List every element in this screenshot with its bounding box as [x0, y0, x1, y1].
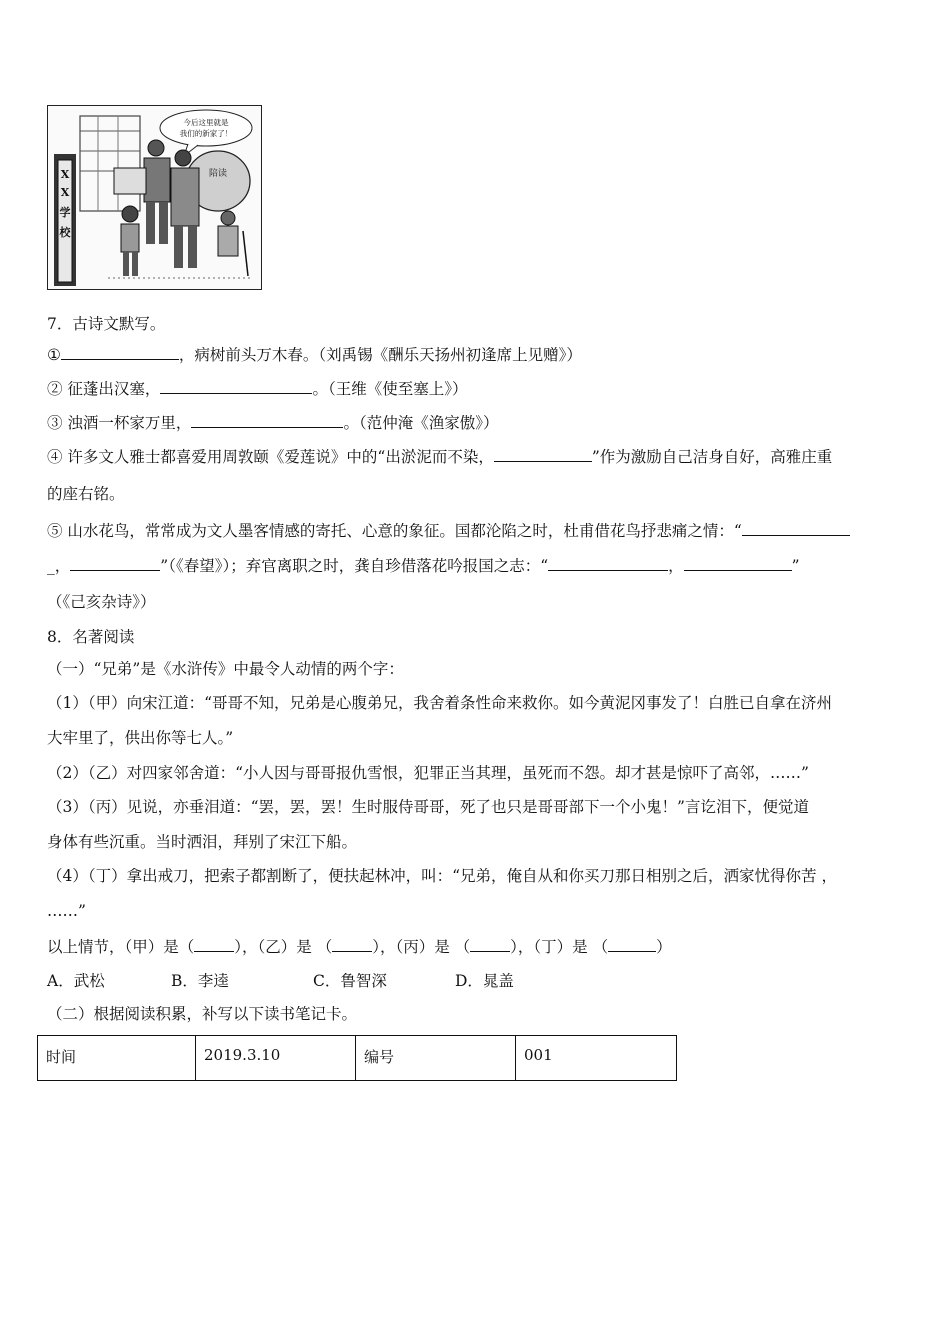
bag-label: 陪读 [208, 169, 228, 179]
q8-passage-3b: 身体有些沉重。当时洒泪，拜别了宋江下船。 [47, 833, 358, 851]
line-text: _， [47, 557, 71, 575]
answer-blank[interactable] [742, 521, 850, 536]
line-text: ， [668, 557, 684, 575]
q7-line-3 [47, 413, 498, 433]
q8-question [47, 937, 672, 957]
cartoon-illustration [47, 105, 262, 290]
q8-options [47, 971, 555, 991]
answer-blank[interactable] [332, 937, 372, 952]
answer-blank[interactable] [470, 937, 510, 952]
card-cell-value: 2019.3.10 [196, 1036, 356, 1081]
line-text: ） [656, 938, 672, 956]
option-d[interactable]: D．晁盖 [455, 972, 514, 990]
option-a[interactable]: A．武松 [47, 972, 105, 990]
line-text: ”作为激励自己洁身自好，高雅庄重 [591, 448, 833, 466]
q7-line-5c: （《己亥杂诗》） [47, 593, 156, 611]
answer-blank[interactable] [548, 556, 668, 571]
q7-line-4a [47, 447, 832, 467]
line-text: ），（乙）是 （ [234, 938, 333, 956]
answer-blank[interactable] [191, 413, 343, 428]
q8-passage-2: （2）（乙）对四家邻舍道：“小人因与哥哥报仇雪恨，犯罪正当其理，虽死而不怨。却才甚是惊吓了高邻，……” [47, 764, 809, 782]
line-text: ④ 许多文人雅士都喜爱用周敦颐《爱莲说》中的“出淤泥而不染， [47, 448, 494, 466]
cartoon-drawing [48, 106, 261, 289]
answer-blank[interactable] [160, 379, 312, 394]
line-text: 。（王维《使至塞上》） [312, 380, 468, 398]
line-text: ），（丁）是 （ [510, 938, 609, 956]
school-sign-char: 校 [59, 226, 71, 239]
card-row [38, 1036, 677, 1081]
option-c[interactable]: C．鲁智深 [313, 972, 387, 990]
answer-blank[interactable] [194, 937, 234, 952]
card-cell-label: 时间 [38, 1036, 196, 1081]
q8-passage-4b: ……” [47, 902, 86, 920]
answer-blank[interactable] [70, 556, 160, 571]
q7-line-1 [47, 345, 582, 365]
q8-title: 8．名著阅读 [47, 628, 135, 646]
line-text: ③ 浊酒一杯家万里， [47, 414, 192, 432]
line-text: ），（丙）是 （ [372, 938, 471, 956]
line-marker: ① [47, 346, 61, 364]
q7-line-4b: 的座右铭。 [47, 485, 125, 503]
line-text: ” [791, 557, 800, 575]
school-sign-char: 学 [59, 206, 71, 219]
line-text: 。（范仲淹《渔家傲》） [343, 414, 499, 432]
option-b[interactable]: B．李逵 [171, 972, 229, 990]
line-text: ”（《春望》）；弃官离职之时，龚自珍借落花吟报国之志：“ [160, 557, 549, 575]
q7-line-5a [47, 521, 850, 541]
q7-line-2 [47, 379, 467, 399]
card-cell-value: 001 [516, 1036, 677, 1081]
speech-line: 今后这里就是 [183, 118, 229, 127]
answer-blank[interactable] [494, 447, 592, 462]
q8-passage-4a: （4）（丁）拿出戒刀，把索子都割断了，便扶起林冲，叫：“兄弟，俺自从和你买刀那日相别之后，洒家忧得你苦 ， [47, 867, 837, 885]
q8-passage-1a: （1）（甲）向宋江道：“哥哥不知，兄弟是心腹弟兄，我舍着条性命来救你。如今黄泥冈事发了！白胜已自拿在济州 [47, 694, 833, 712]
answer-blank[interactable] [684, 556, 792, 571]
line-text: ，病树前头万木春。（刘禹锡《酬乐天扬州初逢席上见赠》） [178, 346, 582, 364]
q8-passage-1b: 大牢里了，供出你等七人。” [47, 729, 234, 747]
card-cell-label: 编号 [356, 1036, 516, 1081]
school-sign-char: X [60, 186, 70, 199]
q8-sub1: （一）“兄弟”是《水浒传》中最令人动情的两个字： [47, 660, 404, 678]
line-text: ② 征蓬出汉塞， [47, 380, 161, 398]
line-text: 以上情节，（甲）是（ [47, 938, 195, 956]
q7-title: 7．古诗文默写。 [47, 315, 166, 333]
q7-line-5b [47, 556, 800, 576]
school-sign-char: X [60, 168, 70, 181]
q8-sub2: （二）根据阅读积累，补写以下读书笔记卡。 [47, 1005, 358, 1023]
answer-blank[interactable] [608, 937, 656, 952]
line-text: ⑤ 山水花鸟，常常成为文人墨客情感的寄托、心意的象征。国都沦陷之时，杜甫借花鸟抒悲痛之情：“ [47, 522, 742, 540]
q8-passage-3a: （3）（丙）见说，亦垂泪道：“罢，罢，罢！生时服侍哥哥，死了也只是哥哥部下一个小鬼！”言讫泪下，便觉道 [47, 798, 809, 816]
answer-blank[interactable] [61, 345, 179, 360]
speech-line: 我们的新家了！ [179, 129, 233, 138]
reading-note-card [37, 1035, 677, 1081]
